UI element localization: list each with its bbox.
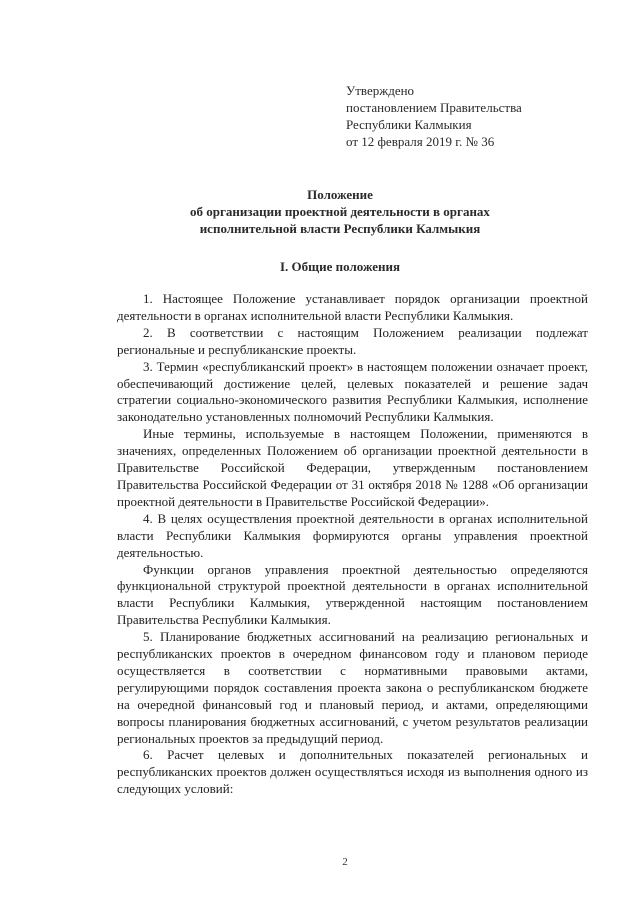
paragraph-2: 2. В соответствии с настоящим Положением реализации подлежат региональные и республиканские проекты.: [117, 324, 588, 357]
paragraph-other-terms: Иные термины, используемые в настоящем Положении, применяются в значениях, определенных Положением об организации проектной деятельности в Правительстве Российской Федерации, утвержденным постановлением Правительства Российской Федерации от 31 октября 2018 № 1288 «Об организации проектной деятельности в Правительстве Российской Федерации».: [117, 426, 588, 509]
approval-date-line: от 12 февраля 2019 г. № 36: [346, 134, 495, 149]
paragraph-6: 6. Расчет целевых и дополнительных показателей региональных и республиканских проектов должен осуществляться исходя из выполнения одного из следующих условий:: [117, 747, 588, 797]
paragraph-4: 4. В целях осуществления проектной деятельности в органах исполнительной власти Республики Калмыкия формируются органы управления проектной деятельностью.: [117, 510, 588, 560]
paragraph-functions: Функции органов управления проектной деятельностью определяются функциональной структурой проектной деятельности в органах исполнительной власти Республики Калмыкия, утвержденной настоящим постановлением Правительства Республики Калмыкия.: [117, 561, 588, 628]
paragraph-3: 3. Термин «республиканский проект» в настоящем положении означает проект, обеспечивающий достижение целей, целевых показателей и решение задач стратегии социально-экономического развития Республики Калмыкия, исполнение законодательно установленных полномочий Республики Калмыкия.: [117, 358, 588, 425]
approval-line: Республики Калмыкия: [346, 117, 472, 132]
document-body: [117, 291, 588, 798]
title-line: исполнительной власти Республики Калмыкия: [199, 221, 481, 236]
approval-line: Утверждено: [346, 83, 415, 98]
document-title: [110, 186, 570, 237]
title-line: Положение: [307, 187, 373, 202]
page-number: 2: [342, 856, 348, 868]
approval-stamp: [346, 82, 606, 150]
section-heading: I. Общие положения: [280, 259, 400, 274]
paragraph-1: 1. Настоящее Положение устанавливает порядок организации проектной деятельности в органах исполнительной власти Республики Калмыкия.: [117, 291, 588, 323]
paragraph-5: 5. Планирование бюджетных ассигнований на реализацию региональных и республиканских проектов в очередном финансовом году и плановом периоде осуществляется в соответствии с нормативными правовыми актами, регулирующими порядок составления проекта закона о республиканском бюджете на очередной финансовый год и плановый период, и актами, определяющими вопросы планирования бюджетных ассигнований, с учетом результатов реализации региональных проектов за предыдущий период.: [117, 629, 588, 746]
title-line: об организации проектной деятельности в органах: [190, 204, 490, 219]
approval-line: постановлением Правительства: [346, 100, 522, 115]
